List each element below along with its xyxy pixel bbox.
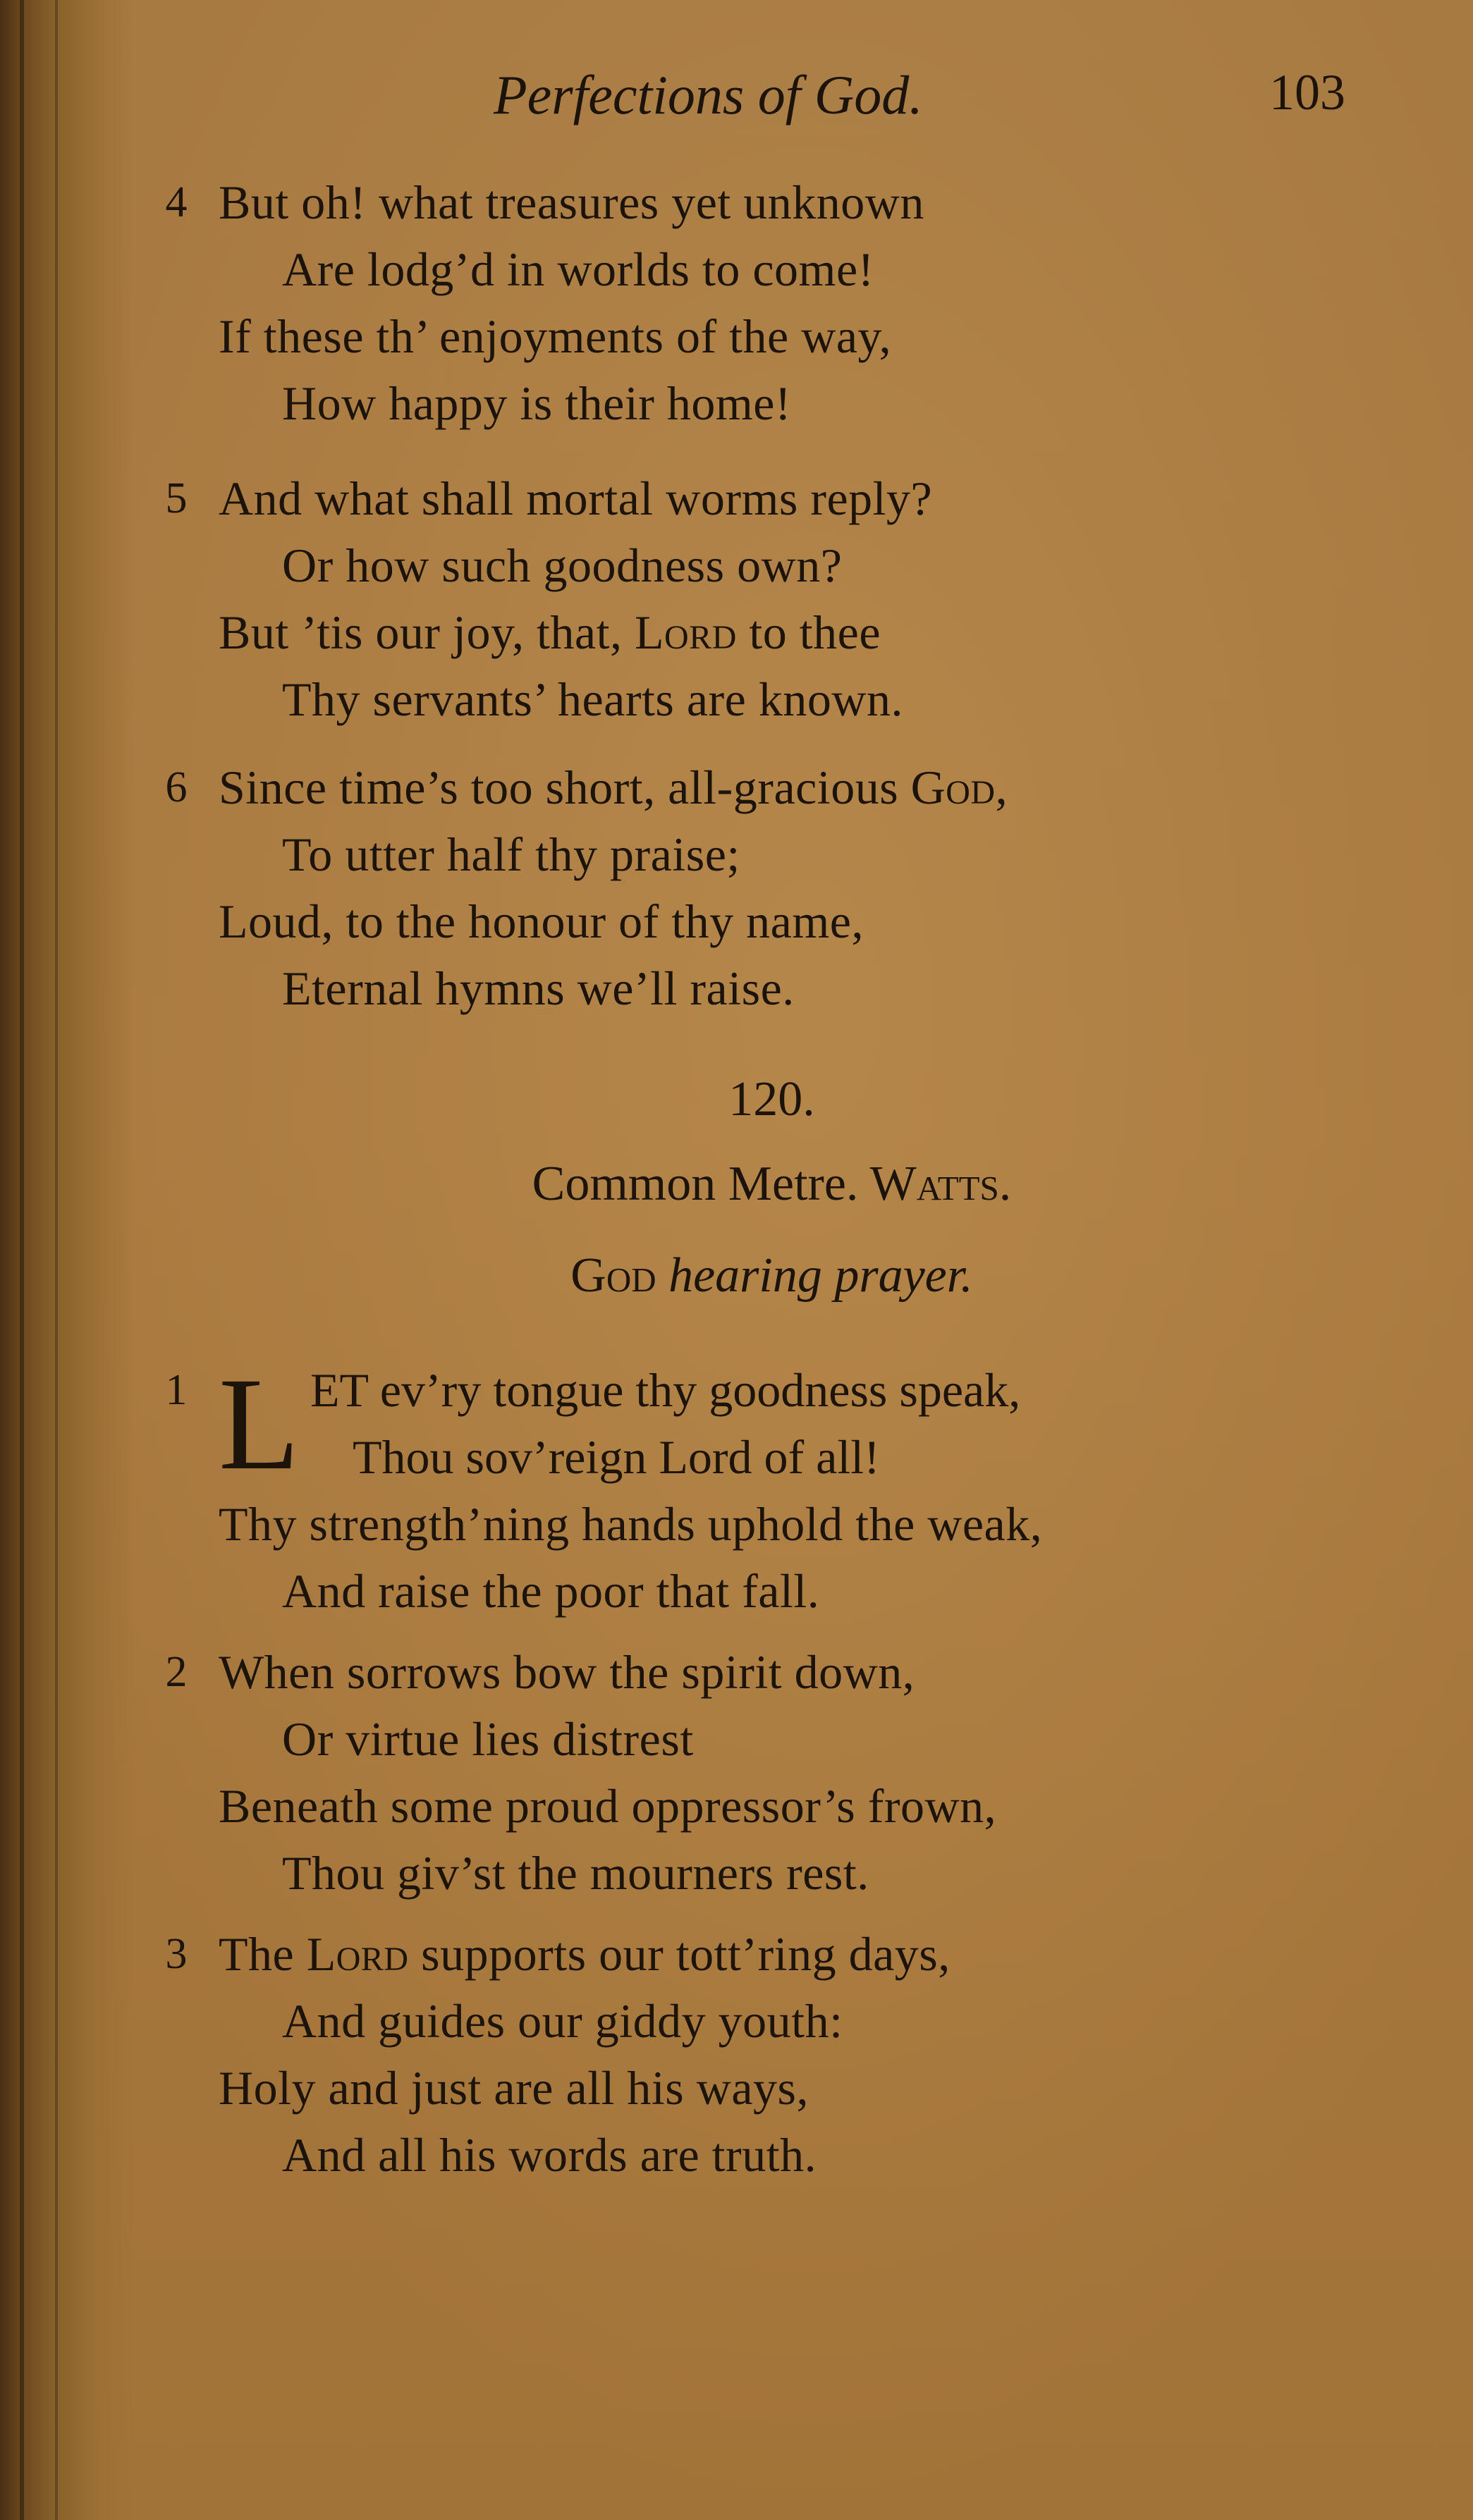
verse-line: When sorrows bow the spirit down, [219, 1645, 915, 1699]
verse-line: Are lodg’d in worlds to come! [282, 242, 874, 296]
verse-line: ET ev’ry tongue thy goodness speak, [310, 1363, 1021, 1417]
verse-6 [141, 754, 1410, 1022]
small-caps-word: Lord [306, 1927, 409, 1981]
hymn-metre-author [0, 1156, 1473, 1212]
subject-small-caps: God [570, 1248, 656, 1303]
verse-line: Beneath some proud oppressor’s frown, [219, 1779, 997, 1833]
verse-3 [141, 1921, 1410, 2189]
small-caps-word: God [910, 761, 996, 814]
verse-number: 5 [165, 474, 188, 522]
hymn-number: 120. [728, 1072, 815, 1126]
line-text: , [995, 761, 1008, 814]
line-text: The [219, 1927, 307, 1981]
line-text: supports our tott’ring days, [408, 1927, 951, 1981]
verse-line: And all his words are truth. [282, 2128, 817, 2182]
verse-5 [141, 465, 1410, 733]
verse-line: And raise the poor that fall. [282, 1564, 820, 1618]
hymn-metre: Common Metre. [532, 1157, 859, 1211]
verse-line: And what shall mortal worms reply? [219, 472, 933, 525]
verse-number: 4 [165, 178, 188, 226]
verse-line: But oh! what treasures yet unknown [219, 176, 924, 229]
line-text: to thee [736, 606, 881, 659]
verse-4 [141, 169, 1410, 437]
verse-line: Or how such goodness own? [282, 539, 843, 592]
verse-line [141, 1921, 1410, 1988]
verse-line: If these th’ enjoyments of the way, [219, 309, 892, 363]
line-text: But ’tis our joy, that, [219, 606, 635, 659]
line-text: Since time’s too short, all-gracious [219, 761, 911, 814]
author-initial: W [869, 1157, 917, 1211]
hymn-subject [0, 1248, 1473, 1304]
verse-2 [141, 1639, 1410, 1907]
verse-number: 1 [165, 1366, 188, 1414]
verse-1 [141, 1350, 1410, 1625]
verse-line: Eternal hymns we’ll raise. [282, 961, 795, 1015]
verse-line: Holy and just are all his ways, [219, 2061, 809, 2115]
small-caps-word: Lord [635, 606, 737, 659]
verse-line [141, 754, 1410, 821]
author-name: atts. [916, 1157, 1012, 1211]
verse-line: Thou sov’reign Lord of all! [353, 1430, 880, 1484]
drop-cap: L [219, 1350, 300, 1497]
verse-line: To utter half thy praise; [282, 828, 740, 881]
verse-line [141, 599, 1410, 666]
verse-line: And guides our giddy youth: [282, 1994, 843, 2048]
verse-line: Thy servants’ hearts are known. [282, 672, 903, 726]
verse-line: Or virtue lies distrest [282, 1712, 694, 1766]
verse-line: Loud, to the honour of thy name, [219, 895, 864, 948]
verse-number: 2 [165, 1648, 188, 1696]
verse-line: Thou giv’st the mourners rest. [282, 1846, 869, 1900]
verse-line: How happy is their home! [282, 376, 792, 430]
verse-number: 6 [165, 763, 188, 811]
subject-italic: hearing prayer. [668, 1248, 973, 1303]
running-head: Perfections of God. [494, 64, 923, 125]
verse-number: 3 [165, 1930, 188, 1978]
page-number: 103 [1269, 64, 1345, 121]
verse-line: Thy strength’ning hands uphold the weak, [219, 1497, 1043, 1551]
